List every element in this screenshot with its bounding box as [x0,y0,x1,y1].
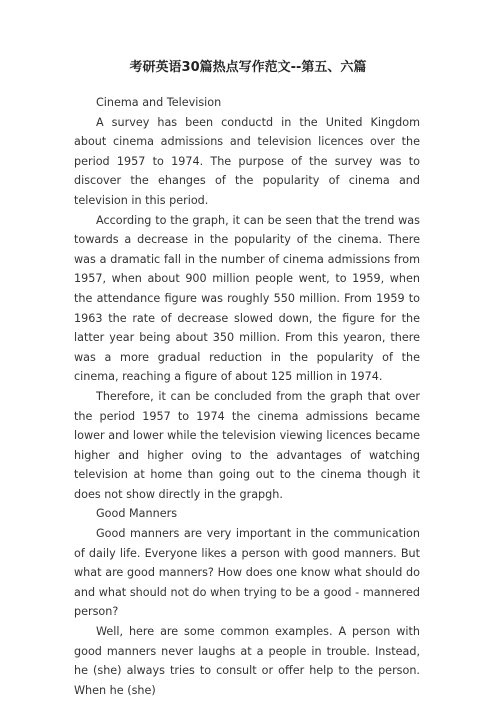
document-body [74,93,420,700]
section-heading-cinema: Cinema and Television [96,96,222,109]
section-heading-manners: Good Manners [96,507,178,521]
paragraph: A survey has been conductd in the United Kingdom about cinema admissions and television licences over the period 1957 to 1974. The purpose of the survey was to discover the ehanges of the popularity of cinema and television in this period. [74,115,420,207]
paragraph: Therefore, it can be concluded from the graph that over the period 1957 to 1974 the cinema admissions became lower and lower while the television viewing licences became higher and higher oving to the advantages of watching television at home than going out to the cinema though it does not show directly in the grapgh. [74,389,420,501]
paragraph: According to the graph, it can be seen that the trend was towards a decrease in the popularity of the cinema. There was a dramatic fall in the number of cinema admissions from 1957, when about 900 million people went, to 1959, when the attendance figure was roughly 550 million. From 1959 to 1963 the rate of decrease slowed down, the figure for the latter year being about 350 million. From this yearon, there was a more gradual reduction in the popularity of the cinema, reaching a figure of about 125 million in 1974. [74,213,420,384]
paragraph: Good manners are very important in the communication of daily life. Everyone likes a person with good manners. But what are good manners? How does one know what should do and what should not do when trying to be a good - mannered person? [74,527,420,619]
paragraph: Well, here are some common examples. A person with good manners never laughs at a people in trouble. Instead, he (she) always tries to consult or offer help to the person. When he (she) [74,625,420,697]
document-title: 考研英语30篇热点写作范文--第五、六篇 [129,60,367,75]
